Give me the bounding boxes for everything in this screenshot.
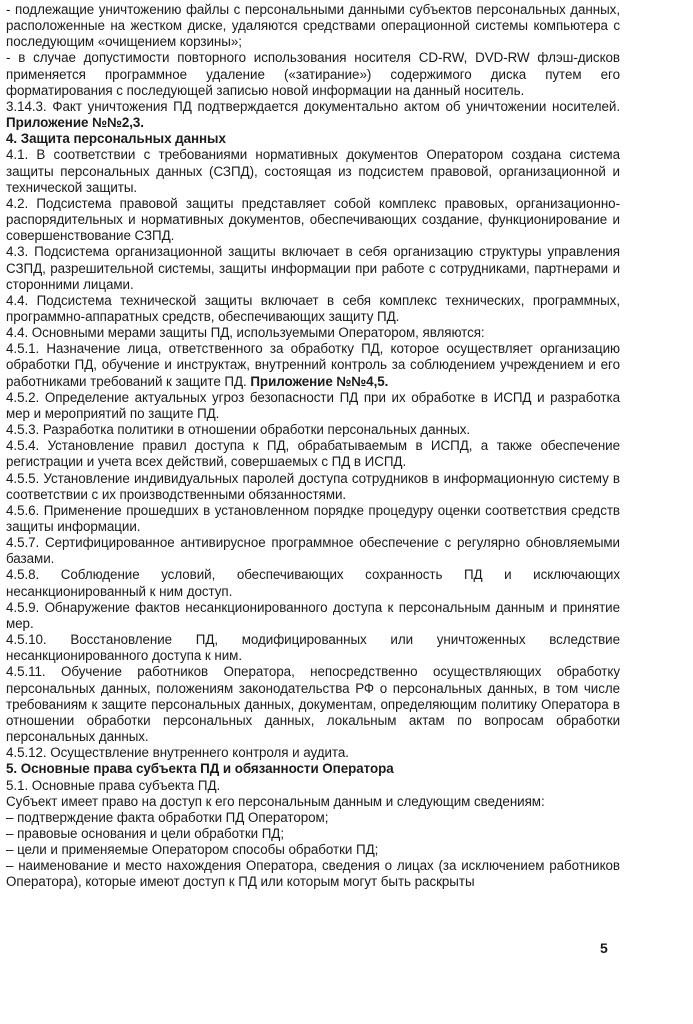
paragraph-4-5-2: 4.5.2. Определение актуальных угроз безопасности ПД при их обработке в ИСПД и разработка мер и мероприятий по защите ПД. (6, 389, 620, 421)
paragraph-subject-rights: Субъект имеет право на доступ к его персональным данным и следующим сведениям: (6, 793, 545, 809)
paragraph-4-5-8: 4.5.8. Соблюдение условий, обеспечивающих сохранность ПД и исключающих несанкционированный к ним доступ. (6, 567, 620, 599)
paragraph-5-1: 5.1. Основные права субъекта ПД. (6, 777, 221, 793)
document-body (6, 2, 620, 891)
paragraph-4-5-4: 4.5.4. Установление правил доступа к ПД, обрабатываемым в ИСПД, а также обеспечение регистрации и учета всех действий, совершаемых с ПД в ИСПД. (6, 438, 620, 470)
paragraph-4-4-technical: 4.4. Подсистема технической защиты включает в себя комплекс технических, программных, программно-аппаратных средств, обеспечивающих защиту ПД. (6, 292, 620, 324)
paragraph-4-5-7: 4.5.7. Сертифицированное антивирусное программное обеспечение с регулярно обновляемыми базами. (6, 535, 620, 567)
paragraph-4-2: 4.2. Подсистема правовой защиты представляет собой комплекс правовых, организационно-распорядительных и нормативных документов, обеспечивающих создание, функционирование и совершенствование СЗПД. (6, 195, 620, 244)
paragraph-4-5-11: 4.5.11. Обучение работников Оператора, непосредственно осуществляющих обработку персональных данных, положениям законодательства РФ о персональных данных, в том числе требованиям к защите персональных данных, документам, определяющим политику Оператора в отношении обработки персональных данных, локальным актам по вопросам обработки персональных данных. (6, 664, 620, 745)
list-item: – подтверждение факта обработки ПД Оператором; (6, 809, 329, 825)
paragraph-deletion-files: - подлежащие уничтожению файлы с персональными данными субъектов персональных данных, расположенные на жестком диске, удаляются средствами операционной системы компьютера с последующим «очищением корзины»; (6, 2, 620, 50)
paragraph-4-5-10: 4.5.10. Восстановление ПД, модифицированных или уничтоженных вследствие несанкционированного доступа к ним. (6, 632, 620, 664)
section-heading-4: 4. Защита персональных данных (6, 131, 226, 147)
paragraph-4-5-3: 4.5.3. Разработка политики в отношении обработки персональных данных. (6, 422, 471, 438)
page-number: 5 (600, 940, 608, 956)
section-heading-5: 5. Основные права субъекта ПД и обязанности Оператора (6, 761, 394, 777)
paragraph-4-3: 4.3. Подсистема организационной защиты включает в себя организацию структуры управления СЗПД, разрешительной системы, защиты информации при работе с сотрудниками, партнерами и сторонними лицами. (6, 244, 620, 292)
paragraph-deletion-rw-media: - в случае допустимости повторного использования носителя CD-RW, DVD-RW флэш-дисков применяется программное удаление («затирание») содержимого диска путем его форматирования с последующей записью новой информации на данный носитель. (6, 50, 620, 98)
paragraph-4-4-measures: 4.4. Основными мерами защиты ПД, используемыми Оператором, являются: (6, 325, 485, 341)
paragraph-3-14-3: 3.14.3. Факт уничтожения ПД подтверждается документально актом об уничтожении носителей. Приложение №№2,3. (6, 98, 620, 131)
list-item: – цели и применяемые Оператором способы обработки ПД; (6, 842, 379, 858)
paragraph-4-5-1: 4.5.1. Назначение лица, ответственного за обработку ПД, которое осуществляет организацию обработки ПД, обучение и инструктаж, внутренний контроль за соблюдением учреждением и его работниками требований к защите ПД. Приложение №№4,5. (6, 341, 620, 389)
paragraph-4-1: 4.1. В соответствии с требованиями нормативных документов Оператором создана система защиты персональных данных (СЗПД), состоящая из подсистем правовой, организационной и технической защиты. (6, 147, 620, 195)
paragraph-4-5-12: 4.5.12. Осуществление внутреннего контроля и аудита. (6, 745, 349, 761)
list-item: – правовые основания и цели обработки ПД; (6, 825, 284, 841)
appendix-reference: Приложение №№4,5. (250, 373, 389, 389)
list-item: – наименование и место нахождения Оператора, сведения о лицах (за исключением работников Оператора), которые имеют доступ к ПД или которым могут быть раскрыты (6, 858, 620, 890)
paragraph-4-5-5: 4.5.5. Установление индивидуальных паролей доступа сотрудников в информационную систему в соответствии с их производственными обязанностями. (6, 470, 620, 502)
paragraph-4-5-9: 4.5.9. Обнаружение фактов несанкционированного доступа к персональным данным и принятие мер. (6, 599, 620, 631)
paragraph-4-5-6: 4.5.6. Применение прошедших в установленном порядке процедуру оценки соответствия средств защиты информации. (6, 502, 620, 534)
appendix-reference: Приложение №№2,3. (6, 115, 144, 131)
